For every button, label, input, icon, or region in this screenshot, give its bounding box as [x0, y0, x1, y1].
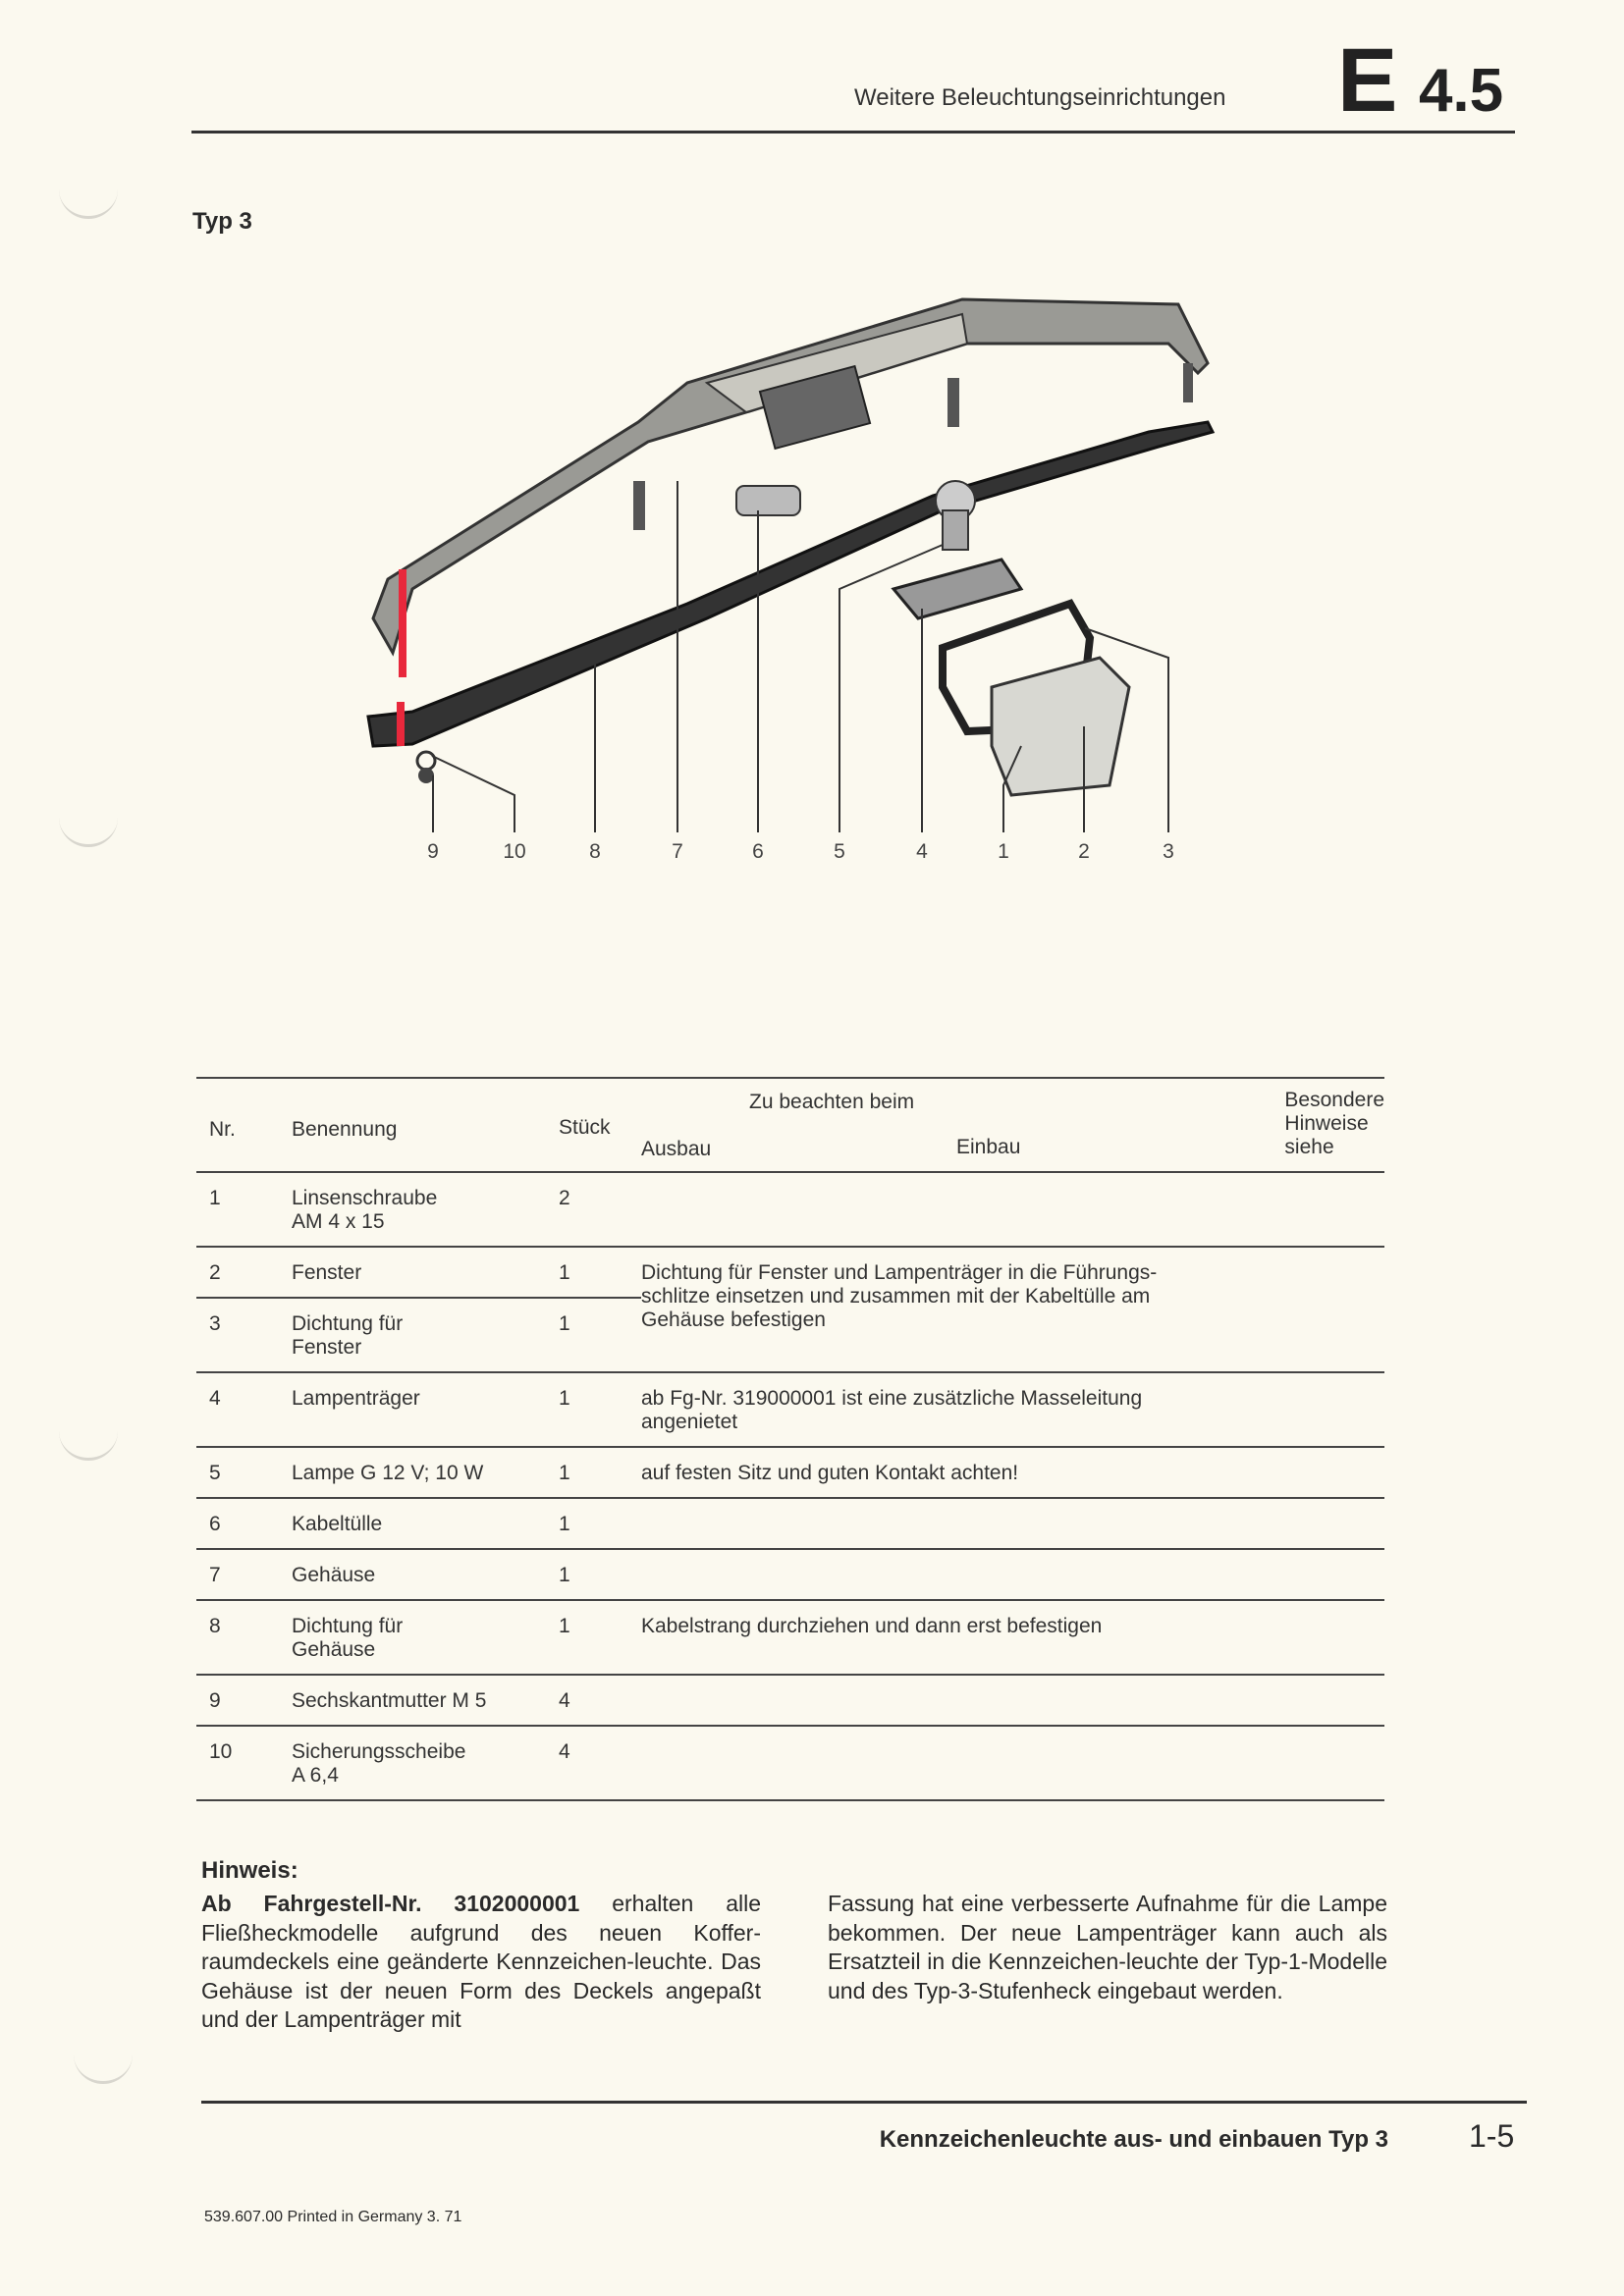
- row-name: Gehäuse: [292, 1564, 376, 1586]
- hint-left-text: erhalten alle Fließheckmodelle aufgrund des neuen Koffer-raumdeckels eine geänderte Kennzeichen-leuchte. Das Gehäuse ist der neuen Form des Deckels angepaßt und der Lampenträger mit: [201, 1891, 762, 2032]
- callout-2: 2: [1078, 840, 1090, 863]
- callout-7: 7: [672, 840, 683, 863]
- punch-hole: [74, 2042, 133, 2084]
- row-qty: 2: [559, 1187, 570, 1209]
- siehe-label: siehe: [1284, 1136, 1334, 1158]
- table-row: [196, 1372, 1384, 1447]
- parts-table: [196, 1077, 1384, 1801]
- table-header: [196, 1078, 1384, 1172]
- row-nr: 8: [209, 1615, 221, 1637]
- name-line: Fenster: [292, 1336, 362, 1359]
- row-nr: 10: [209, 1740, 233, 1763]
- name-line: Sicherungsscheibe: [292, 1740, 466, 1763]
- row-nr: 6: [209, 1513, 221, 1535]
- row-ausbau: Dichtung für Fenster und Lampenträger in die Führungs-schlitze einsetzen und zusammen mit der Kabeltülle am Gehäuse befestigen: [641, 1261, 1158, 1331]
- row-qty: 1: [559, 1261, 570, 1284]
- row-qty: 1: [559, 1615, 570, 1637]
- section-letter: E: [1337, 30, 1396, 131]
- table-row: [196, 1549, 1384, 1600]
- besondere-label: Besondere: [1284, 1089, 1384, 1111]
- name-line: AM 4 x 15: [292, 1210, 385, 1233]
- print-info: 539.607.00 Printed in Germany 3. 71: [204, 2209, 462, 2225]
- callout-8: 8: [589, 840, 601, 863]
- col-ausbau: Ausbau: [641, 1138, 712, 1160]
- row-name: Kabeltülle: [292, 1513, 383, 1535]
- row-qty: 4: [559, 1740, 570, 1763]
- callout-9: 9: [427, 840, 439, 863]
- table-row: [196, 1247, 1384, 1298]
- lamp-holder: [893, 560, 1021, 618]
- name-line: Dichtung für: [292, 1615, 404, 1637]
- row-einbau: auf festen Sitz und guten Kontakt achten!: [641, 1462, 1019, 1484]
- row-name: [292, 1172, 559, 1247]
- name-line: Gehäuse: [292, 1638, 376, 1661]
- row-qty: 1: [559, 1387, 570, 1410]
- row-qty: 4: [559, 1689, 570, 1712]
- row-qty: 1: [559, 1513, 570, 1535]
- row-nr: 7: [209, 1564, 221, 1586]
- col-benennung: Benennung: [292, 1118, 398, 1141]
- col-einbau: Einbau: [956, 1136, 1021, 1158]
- col-nr: Nr.: [209, 1118, 236, 1141]
- footer-title: Kennzeichenleuchte aus- und einbauen Typ 3: [879, 2126, 1388, 2153]
- table-row: [196, 1726, 1384, 1800]
- row-name: [292, 1726, 559, 1800]
- hint-left-column: [201, 1890, 761, 2035]
- table-row: [196, 1498, 1384, 1549]
- hint-right-column: Fassung hat eine verbesserte Aufnahme für die Lampe bekommen. Der neue Lampenträger kann auch als Ersatzteil in die Kennzeichen-leuchte der Typ-1-Modelle und des Typ-3-Stufenheck eingebaut werden.: [828, 1891, 1387, 2003]
- callout-5: 5: [834, 840, 845, 863]
- name-line: Dichtung für: [292, 1312, 404, 1335]
- row-name: Lampe G 12 V; 10 W: [292, 1462, 484, 1484]
- row-ausbau: ab Fg-Nr. 319000001 ist eine zusätzliche Masseleitung angenietet: [641, 1387, 1143, 1433]
- callout-10: 10: [503, 840, 526, 863]
- row-nr: 3: [209, 1312, 221, 1335]
- name-line: A 6,4: [292, 1764, 339, 1787]
- section-num: 4.5: [1418, 57, 1504, 125]
- callout-3: 3: [1163, 840, 1174, 863]
- col-zu-beachten: [641, 1078, 1284, 1172]
- row-nr: 1: [209, 1187, 221, 1209]
- col-besondere: [1284, 1078, 1384, 1172]
- row-name: Fenster: [292, 1261, 362, 1284]
- lens-window: [992, 658, 1129, 795]
- subtitle: Typ 3: [192, 208, 252, 235]
- row-qty: 1: [559, 1462, 570, 1484]
- callout-4: 4: [916, 840, 928, 863]
- exploded-diagram: [0, 0, 1624, 883]
- row-name: Sechskantmutter M 5: [292, 1689, 487, 1712]
- row-qty: 1: [559, 1312, 570, 1335]
- callout-1: 1: [998, 840, 1009, 863]
- page-number: 1-5: [1469, 2118, 1515, 2154]
- row-qty: 1: [559, 1564, 570, 1586]
- header-title: Weitere Beleuchtungseinrichtungen: [854, 84, 1226, 111]
- row-nr: 9: [209, 1689, 221, 1712]
- row-nr: 2: [209, 1261, 221, 1284]
- table-row: [196, 1172, 1384, 1247]
- row-name: Lampenträger: [292, 1387, 420, 1410]
- hinweise-label: Hinweise: [1284, 1112, 1369, 1135]
- zu-beachten-label: Zu beachten beim: [749, 1091, 915, 1113]
- cable-grommet: [736, 486, 800, 515]
- footer-rule: [201, 2101, 1527, 2104]
- row-einbau: Kabelstrang durchziehen und dann erst befestigen: [641, 1615, 1103, 1637]
- row-nr: 4: [209, 1387, 221, 1410]
- lamp: [936, 481, 975, 550]
- col-stueck: Stück: [559, 1116, 611, 1139]
- hint-heading: Hinweis:: [201, 1857, 298, 1884]
- hint-bold-lead: Ab Fahrgestell-Nr. 3102000001: [201, 1891, 580, 1916]
- table-row: [196, 1675, 1384, 1726]
- callout-6: 6: [752, 840, 764, 863]
- row-nr: 5: [209, 1462, 221, 1484]
- table-row: [196, 1600, 1384, 1675]
- punch-hole: [59, 1418, 118, 1461]
- table-row: [196, 1447, 1384, 1498]
- row-name: [292, 1298, 559, 1372]
- name-line: Linsenschraube: [292, 1187, 438, 1209]
- row-name: [292, 1600, 559, 1675]
